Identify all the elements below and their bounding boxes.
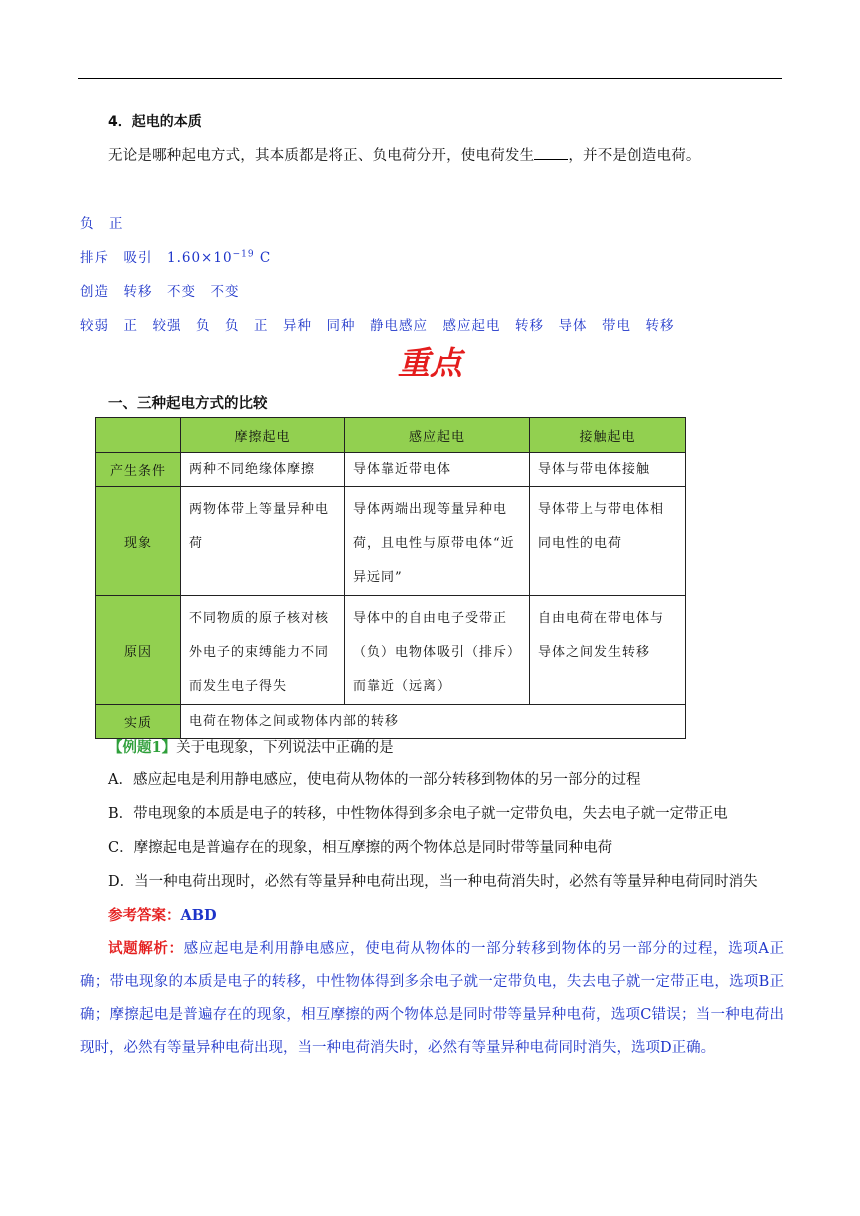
row-label: 原因	[96, 596, 181, 705]
answer-line-4: 较弱 正 较强 负 负 正 异种 同种 静电感应 感应起电 转移 导体 带电 转移	[80, 318, 675, 334]
explanation-text: 感应起电是利用静电感应，使电荷从物体的一部分转移到物体的另一部分的过程，选项A正确；带电现象的本质是电子的转移，中性物体得到多余电子就一定带负电，失去电子就一定带正电，选项B正确；摩擦起电是普遍存在的现象，相互摩擦的两个物体总是同时带等量异种电荷，选项C错误；当一种电荷出现时，必然有等量异种电荷出现，当一种电荷消失时，必然有等量异种电荷同时消失，选项D正确。	[80, 941, 785, 1056]
reference-answer-label: 参考答案：	[108, 907, 181, 924]
paragraph-after: ，并不是创造电荷。	[568, 148, 701, 164]
option-d: D．当一种电荷出现时，必然有等量异种电荷出现，当一种电荷消失时，必然有等量异种电荷同时消失	[108, 874, 758, 890]
comparison-table	[95, 417, 686, 739]
table-cell: 导体与带电体接触	[530, 453, 686, 487]
table-cell: 导体带上与带电体相同电性的电荷	[530, 487, 686, 596]
table-cell: 导体靠近带电体	[345, 453, 530, 487]
table-cell: 自由电荷在带电体与导体之间发生转移	[530, 596, 686, 705]
table-title: 一、三种起电方式的比较	[108, 396, 268, 412]
table-header-row	[96, 418, 686, 453]
table-row	[96, 596, 686, 705]
option-a: A．感应起电是利用静电感应，使电荷从物体的一部分转移到物体的另一部分的过程	[108, 772, 641, 788]
table-cell: 两种不同绝缘体摩擦	[181, 453, 345, 487]
explanation	[80, 932, 784, 1065]
section-paragraph	[108, 144, 701, 165]
answer-line-3: 创造 转移 不变 不变	[80, 284, 240, 300]
answer-line-2-exponent: −19	[232, 249, 255, 260]
answer-line-2	[80, 246, 271, 266]
row-label: 产生条件	[96, 453, 181, 487]
table-header-cell	[96, 418, 181, 453]
paragraph-before: 无论是哪种起电方式，其本质都是将正、负电荷分开，使电荷发生	[108, 148, 535, 164]
table-header-cell: 摩擦起电	[181, 418, 345, 453]
table-cell: 两物体带上等量异种电荷	[181, 487, 345, 596]
fill-blank	[534, 146, 568, 160]
table-cell-merged: 电荷在物体之间或物体内部的转移	[181, 705, 686, 739]
row-label: 实质	[96, 705, 181, 739]
example-tag: 【例题1】	[108, 739, 177, 756]
answer-line-2-text: 排斥 吸引 1.60×10	[80, 250, 233, 266]
example-question	[108, 736, 394, 757]
reference-answer	[108, 904, 217, 925]
answer-line-1: 负 正	[80, 216, 124, 232]
key-points-heading: 重点	[397, 344, 462, 382]
option-c: C．摩擦起电是普遍存在的现象，相互摩擦的两个物体总是同时带等量同种电荷	[108, 840, 613, 856]
option-b: B．带电现象的本质是电子的转移，中性物体得到多余电子就一定带负电，失去电子就一定带正电	[108, 806, 728, 822]
explanation-label: 试题解析：	[108, 940, 184, 957]
table-cell: 不同物质的原子核对核外电子的束缚能力不同而发生电子得失	[181, 596, 345, 705]
table-cell: 导体两端出现等量异种电荷，且电性与原带电体“近异远同”	[345, 487, 530, 596]
reference-answer-value: ABD	[180, 907, 217, 924]
table-row	[96, 487, 686, 596]
example-question-text: 关于电现象，下列说法中正确的是	[176, 740, 394, 756]
row-label: 现象	[96, 487, 181, 596]
answer-line-2-unit: C	[254, 250, 272, 266]
table-header-cell: 接触起电	[530, 418, 686, 453]
table-row	[96, 453, 686, 487]
table-header-cell: 感应起电	[345, 418, 530, 453]
section-title: 4．起电的本质	[108, 114, 202, 130]
header-rule	[78, 78, 782, 79]
table-row	[96, 705, 686, 739]
table-cell: 导体中的自由电子受带正（负）电物体吸引（排斥）而靠近（远离）	[345, 596, 530, 705]
